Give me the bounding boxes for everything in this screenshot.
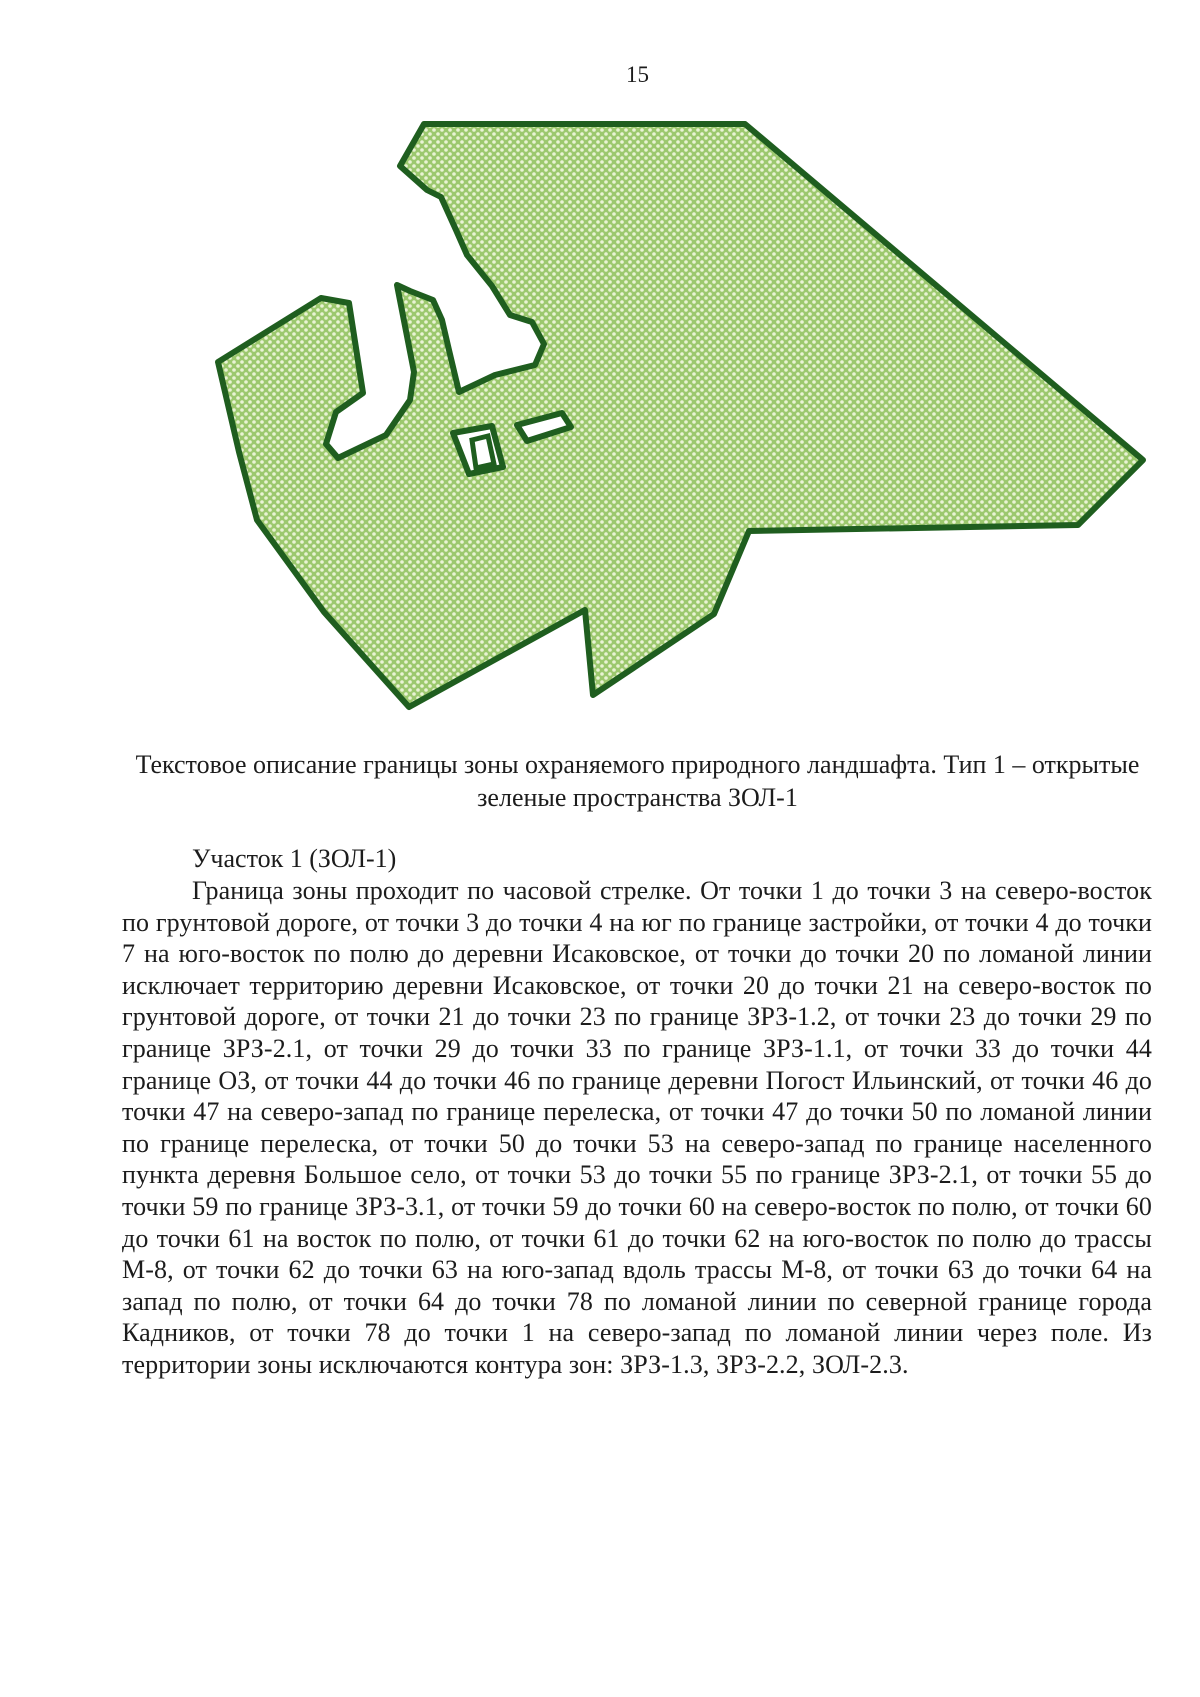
inner-parcel-outline-1 (472, 436, 494, 468)
boundary-description: Граница зоны проходит по часовой стрелке. От точки 1 до точки 3 на северо-восток по грунтовой дороге, от точки 3 до точки 4 на юг по границе застройки, от точки 4 до точки 7 на юго-восток по полю до деревни Исаковское, от точки до точки 20 по ломаной линии исключает территорию деревни Исаковское, от точки 20 до точки 21 на северо-восток по грунтовой дороге, от точки 21 до точки 23 по границе ЗРЗ-1.2, от точки 23 до точки 29 по границе ЗРЗ-2.1, от точки 29 до точки 33 по границе ЗРЗ-1.1, от точки 33 до точки 44 границе ОЗ, от точки 44 до точки 46 по границе деревни Погост Ильинский, от точки 46 до точки 47 на северо-запад по границе перелеска, от точки 47 до точки 50 по ломаной линии по границе перелеска, от точки 50 до точки 53 на северо-запад по границе населенного пункта деревня Большое село, от точки 53 до точки 55 по границе ЗРЗ-2.1, от точки 55 до точки 59 по границе ЗРЗ-3.1, от точки 59 до точки 60 на северо-восток по полю, от точки 60 до точки 61 на восток по полю, от точки 61 до точки 62 на юго-восток по полю до трассы М-8, от точки 62 до точки 63 на юго-запад вдоль трассы М-8, от точки 63 до точки 64 на запад по полю, от точки 64 до точки 78 по ломаной линии по северной границе города Кадников, от точки 78 до точки 1 на северо-запад по ломаной линии через поле. Из территории зоны исключаются контура зон: ЗРЗ-1.3, ЗРЗ-2.2, ЗОЛ-2.3. (122, 876, 1152, 1379)
zone-zol-1-outline (218, 124, 1143, 707)
page-number: 15 (626, 62, 649, 87)
zone-map (0, 0, 1200, 720)
section-title: Участок 1 (ЗОЛ-1) (192, 844, 397, 873)
caption: Текстовое описание границы зоны охраняемого природного ландшафта. Тип 1 – открытые зеленые пространства ЗОЛ-1 (135, 750, 1140, 812)
